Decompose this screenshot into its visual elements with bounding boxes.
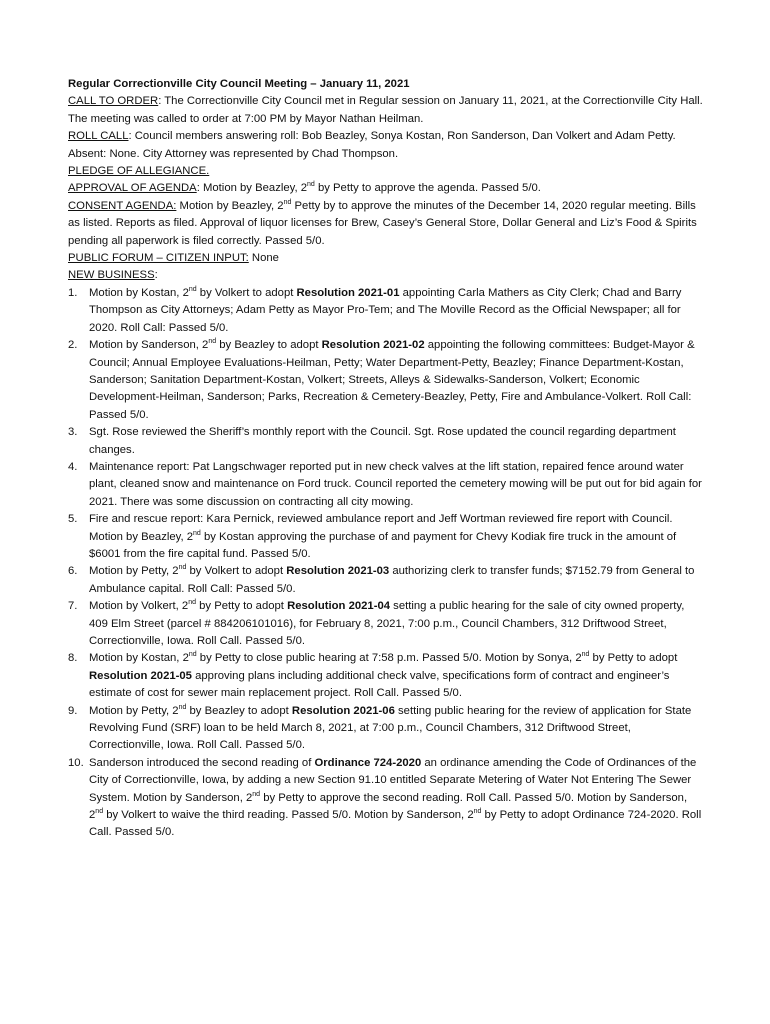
- list-item-number: 5.: [68, 513, 78, 526]
- list-item-text: Motion by Kostan, 2: [89, 652, 189, 665]
- minutes-document: [68, 76, 704, 842]
- list-item-text: authorizing clerk to transfer funds; $7152.79 from General to Ambulance capital. Roll Call: Passed 5/0.: [89, 565, 695, 595]
- approval-agenda-label: APPROVAL OF AGENDA: [68, 182, 197, 195]
- document-title: Regular Correctionville City Council Meeting – January 11, 2021: [68, 78, 410, 90]
- list-item-text: by Petty to close public hearing at 7:58 p.m. Passed 5/0. Motion by Sonya, 2: [196, 652, 582, 665]
- list-item-number: 4.: [68, 460, 78, 473]
- new-business-heading: [68, 267, 704, 284]
- ordinal-suffix: nd: [188, 599, 197, 607]
- list-item: [68, 285, 704, 337]
- list-item-text: Sgt. Rose reviewed the Sheriff’s monthly report with the Council. Sgt. Rose updated the council regarding department changes.: [89, 426, 676, 456]
- list-item-number: 1.: [68, 286, 78, 299]
- list-item-text: by Volkert to waive the third reading. Passed 5/0. Motion by Sanderson, 2: [103, 809, 474, 822]
- list-item: [68, 598, 704, 650]
- ordinal-suffix: nd: [193, 529, 201, 537]
- list-item-text: by Volkert to adopt: [186, 565, 287, 578]
- list-item-number: 2.: [68, 339, 78, 352]
- ordinal-suffix: nd: [188, 286, 197, 294]
- list-item-text: by Petty to adopt: [589, 652, 678, 665]
- ordinal-suffix: nd: [178, 703, 187, 711]
- roll-call-text: : Council members answering roll: Bob Beazley, Sonya Kostan, Ron Sanderson, Dan Volkert and Adam Petty. Absent: None. City Attorney was represented by Chad Thompson.: [68, 130, 676, 160]
- list-item-text: Motion by Petty, 2: [89, 565, 179, 578]
- resolution-number: Resolution 2021-05: [89, 669, 192, 682]
- roll-call-paragraph: [68, 128, 704, 163]
- ordinal-suffix: nd: [188, 651, 197, 659]
- list-item-number: 6.: [68, 565, 78, 578]
- resolution-number: Resolution 2021-02: [321, 339, 425, 352]
- list-item-text: Motion by Sanderson, 2: [89, 339, 209, 352]
- list-item-text: Motion by Volkert, 2: [89, 600, 189, 613]
- ordinal-suffix: nd: [252, 790, 261, 798]
- list-item-text: by Beazley to adopt: [216, 339, 322, 352]
- resolution-number: Resolution 2021-03: [286, 565, 390, 578]
- list-item-text: by Beazley to adopt: [186, 704, 292, 717]
- new-business-list: [68, 285, 704, 842]
- call-to-order-label: CALL TO ORDER: [68, 95, 159, 108]
- list-item-text: setting public hearing for the review of application for State Revolving Fund (SRF) loan to be held March 8, 2021, at 7:00 p.m., Council Chambers, 312 Driftwood Street, Correctionville, Iowa. Roll Call. Passed 5/0.: [89, 704, 692, 752]
- list-item: [68, 337, 704, 424]
- list-item-text: by Kostan approving the purchase of and payment for Chevy Kodiak fire truck in the amount of $6001 from the fire capital fund. Passed 5/0.: [89, 530, 677, 560]
- list-item: [68, 650, 704, 702]
- approval-agenda-paragraph: [68, 180, 704, 197]
- list-item-number: 9.: [68, 704, 78, 717]
- ordinal-suffix: nd: [283, 199, 292, 207]
- consent-agenda-text: Motion by Beazley, 2: [176, 199, 284, 212]
- resolution-number: Resolution 2021-04: [287, 600, 391, 613]
- list-item: [68, 563, 704, 598]
- ordinal-suffix: nd: [178, 564, 187, 572]
- list-item-text: an ordinance amending the Code of Ordinances of the City of Correctionville, Iowa, by adding a new Section 91.10 entitled Separate Metering of Water Not Entering The Sewer System. Motion by Sanderson, 2: [89, 756, 697, 804]
- list-item-text: approving plans including additional check valve, specifications form of contract and engineer’s estimate of cost for sewer main replacement project. Roll Call. Passed 5/0.: [89, 669, 670, 700]
- new-business-label: NEW BUSINESS: [68, 269, 155, 282]
- ordinal-suffix: nd: [95, 808, 104, 816]
- list-item-text: setting a public hearing for the sale of city owned property, 409 Elm Street (parcel # 884206101016), for February 8, 2021, 7:00 p.m., Council Chambers, 312 Driftwood Street, Correctionville, Iowa. Roll Call. Passed 5/0.: [89, 600, 685, 647]
- ordinal-suffix: nd: [208, 338, 217, 346]
- list-item-number: 3.: [68, 426, 78, 439]
- ordinal-suffix: nd: [581, 651, 590, 659]
- list-item-text: by Petty to approve the second reading. Roll Call. Passed 5/0. Motion by Sanderson, 2: [89, 791, 688, 822]
- pledge-label: PLEDGE OF ALLEGIANCE.: [68, 165, 210, 178]
- list-item: [68, 703, 704, 755]
- list-item-text: Motion by Kostan, 2: [89, 286, 189, 299]
- list-item: [68, 424, 704, 459]
- consent-agenda-text-end: Petty by to approve the minutes of the December 14, 2020 regular meeting. Bills as listed. Reports as filed. Approval of liquor licenses for Brew, Casey’s General Store, Dollar General and Liz’s Food & Spirits pending all paperwork is filed correctly. Passed 5/0.: [68, 199, 697, 247]
- list-item-text: Fire and rescue report: Kara Pernick, reviewed ambulance report and Jeff Wortman reviewed fire report with Council. Motion by Beazley, 2: [89, 513, 673, 543]
- public-forum-paragraph: [68, 250, 704, 267]
- list-item-number: 8.: [68, 652, 78, 665]
- list-item-text: Motion by Petty, 2: [89, 704, 179, 717]
- consent-agenda-paragraph: [68, 198, 704, 250]
- ordinal-suffix: nd: [473, 808, 482, 816]
- resolution-number: Resolution 2021-06: [291, 704, 395, 717]
- call-to-order-text: : The Correctionville City Council met in Regular session on January 11, 2021, at the Correctionville City Hall. The meeting was called to order at 7:00 PM by Mayor Nathan Heilman.: [68, 95, 703, 125]
- public-forum-text: None: [248, 252, 279, 265]
- list-item-number: 7.: [68, 600, 78, 613]
- pledge-paragraph: [68, 163, 704, 180]
- ordinance-number: Ordinance 724-2020: [314, 756, 422, 769]
- list-item-text: by Petty to adopt Ordinance 724-2020. Roll Call. Passed 5/0.: [89, 809, 702, 839]
- list-item-text: by Petty to adopt: [196, 600, 288, 613]
- list-item: [68, 755, 704, 842]
- list-item-text: appointing the following committees: Budget-Mayor & Council; Annual Employee Evaluations-Heilman, Petty; Water Department-Petty, Beazley; Finance Department-Kostan, Sanderson; Sanitation Department-Kostan, Volkert; Streets, Alleys & Sidewalks-Sanderson, Volkert; Economic Development-Heilman, Sanderson; Parks, Recreation & Cemetery-Beazley, Petty, Fire and Ambulance-Volkert. Roll Call: Passed 5/0.: [89, 339, 695, 421]
- ordinal-suffix: nd: [307, 181, 315, 189]
- list-item-text: appointing Carla Mathers as City Clerk; Chad and Barry Thompson as City Attorneys; Adam Petty as Mayor Pro-Tem; and The Moville Record as the Official Newspaper; all for 2020. Roll Call: Passed 5/0.: [89, 286, 682, 334]
- new-business-colon: :: [154, 269, 158, 282]
- list-item: [68, 459, 704, 511]
- list-item: [68, 511, 704, 563]
- resolution-number: Resolution 2021-01: [296, 286, 400, 299]
- list-item-number: 10.: [68, 756, 84, 769]
- consent-agenda-label: CONSENT AGENDA:: [68, 199, 177, 212]
- approval-agenda-text: : Motion by Beazley, 2: [196, 182, 308, 195]
- roll-call-label: ROLL CALL: [68, 130, 129, 143]
- list-item-text: Sanderson introduced the second reading of: [89, 756, 315, 769]
- public-forum-label: PUBLIC FORUM – CITIZEN INPUT:: [68, 252, 249, 265]
- approval-agenda-text-end: by Petty to approve the agenda. Passed 5/0.: [314, 182, 541, 195]
- list-item-text: by Volkert to adopt: [196, 286, 297, 299]
- list-item-text: Maintenance report: Pat Langschwager reported put in new check valves at the lift station, repaired fence around water plant, cleaned snow and maintenance on Ford truck. Council reported the cemetery mowing will be put out for bid again for 2021. There was some discussion on contracting all city mowing.: [89, 460, 702, 508]
- call-to-order-paragraph: [68, 93, 704, 128]
